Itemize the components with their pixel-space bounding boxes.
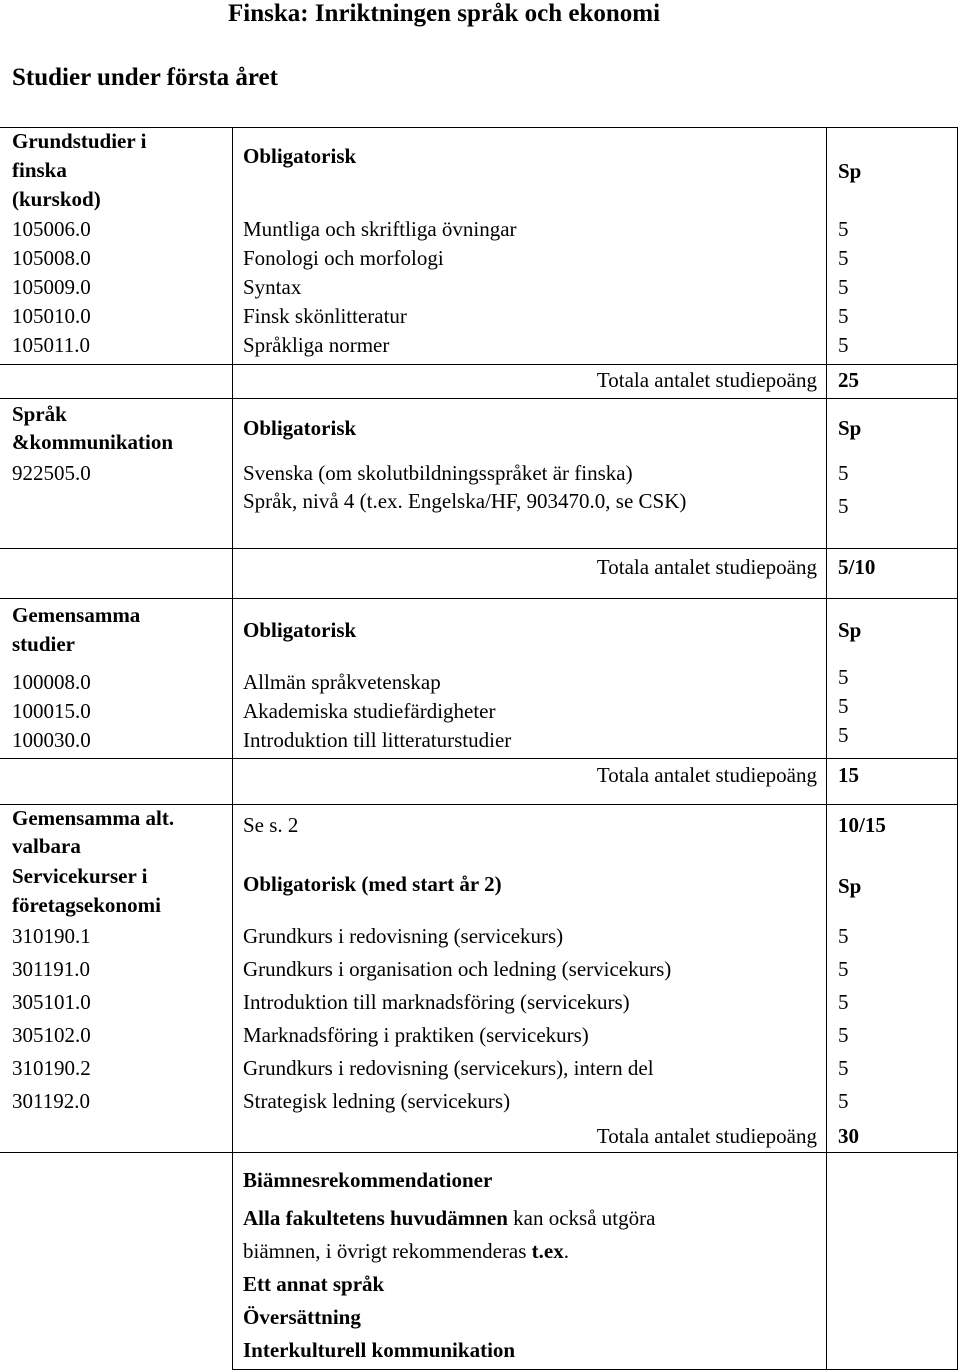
recommendations-heading: Biämnesrekommendationer xyxy=(243,1168,493,1192)
recommended-subject: Översättning xyxy=(243,1305,361,1329)
total-value: 15 xyxy=(838,763,859,787)
section-heading: finska xyxy=(12,158,67,182)
recommended-subject: Ett annat språk xyxy=(243,1272,385,1296)
course-points: 5 xyxy=(838,665,849,689)
course-code: 100015.0 xyxy=(12,699,91,723)
table-line xyxy=(0,1152,958,1153)
table-line xyxy=(0,598,958,599)
section-heading: Gemensamma alt. xyxy=(12,806,175,830)
section-heading: &kommunikation xyxy=(12,430,174,454)
course-name: Syntax xyxy=(243,275,302,299)
course-code: 305102.0 xyxy=(12,1023,91,1047)
recommendations-text: kan också utgöra xyxy=(507,1206,656,1230)
course-points: 5 xyxy=(838,246,849,270)
course-code: 105006.0 xyxy=(12,217,91,241)
course-code: 922505.0 xyxy=(12,461,91,485)
course-code: 310190.2 xyxy=(12,1056,91,1080)
total-value: 10/15 xyxy=(838,813,886,837)
course-code: 310190.1 xyxy=(12,924,91,948)
section-heading: (kurskod) xyxy=(12,187,101,211)
total-label: Totala antalet studiepoäng xyxy=(596,368,817,392)
recommendations-text-line-2 xyxy=(243,1237,569,1266)
course-points: 5 xyxy=(838,694,849,718)
sp-header: Sp xyxy=(838,159,862,183)
course-points: 5 xyxy=(838,1056,849,1080)
table-line xyxy=(0,548,958,549)
page-title: Finska: Inriktningen språk och ekonomi xyxy=(228,0,661,27)
column-divider-right xyxy=(826,127,827,1369)
course-code: 105011.0 xyxy=(12,333,90,357)
course-code: 105008.0 xyxy=(12,246,91,270)
course-name: Introduktion till marknadsföring (servicekurs) xyxy=(243,990,630,1014)
total-label: Totala antalet studiepoäng xyxy=(596,1124,817,1148)
course-name: Finsk skönlitteratur xyxy=(243,304,407,328)
sp-header: Sp xyxy=(838,874,862,898)
course-points: 5 xyxy=(838,723,849,747)
recommendations-emphasis: t.ex xyxy=(531,1239,564,1263)
course-points: 5 xyxy=(838,304,849,328)
course-code: 100008.0 xyxy=(12,670,91,694)
recommendations-text: biämnen, i övrigt rekommenderas xyxy=(243,1239,532,1263)
requirement-label: Obligatorisk xyxy=(243,144,357,168)
course-points: 5 xyxy=(838,990,849,1014)
cross-reference-note: Se s. 2 xyxy=(243,813,299,837)
total-label: Totala antalet studiepoäng xyxy=(596,763,817,787)
requirement-label: Obligatorisk xyxy=(243,618,357,642)
requirement-label: Obligatorisk (med start år 2) xyxy=(243,872,502,896)
course-points: 5 xyxy=(838,957,849,981)
recommendations-text-line-1 xyxy=(243,1204,655,1233)
requirement-label: Obligatorisk xyxy=(243,416,357,440)
section-heading: Gemensamma xyxy=(12,603,141,627)
course-name: Marknadsföring i praktiken (servicekurs) xyxy=(243,1023,589,1047)
course-code: 301191.0 xyxy=(12,957,90,981)
course-points: 5 xyxy=(838,924,849,948)
section-heading: studier xyxy=(12,632,75,656)
recommended-subject: Interkulturell kommunikation xyxy=(243,1338,516,1362)
course-name: Språk, nivå 4 (t.ex. Engelska/HF, 903470.0, se CSK) xyxy=(243,489,687,513)
course-points: 5 xyxy=(838,461,849,485)
table-line xyxy=(0,758,958,759)
course-name: Allmän språkvetenskap xyxy=(243,670,441,694)
section-heading: valbara xyxy=(12,834,81,858)
course-code: 105010.0 xyxy=(12,304,91,328)
table-right-border xyxy=(957,127,958,1370)
course-code: 100030.0 xyxy=(12,728,91,752)
course-name: Grundkurs i organisation och ledning (servicekurs) xyxy=(243,957,672,981)
section-heading: Servicekurser i xyxy=(12,864,148,888)
course-points: 5 xyxy=(838,217,849,241)
course-name: Grundkurs i redovisning (servicekurs) xyxy=(243,924,564,948)
course-name: Fonologi och morfologi xyxy=(243,246,444,270)
course-name: Svenska (om skolutbildningsspråket är finska) xyxy=(243,461,633,485)
course-name: Akademiska studiefärdigheter xyxy=(243,699,496,723)
section-heading: företagsekonomi xyxy=(12,893,161,917)
recommendations-text: . xyxy=(563,1239,569,1263)
course-name: Grundkurs i redovisning (servicekurs), intern del xyxy=(243,1056,654,1080)
table-line xyxy=(0,398,958,399)
page-subtitle: Studier under första året xyxy=(12,64,278,91)
total-value: 5/10 xyxy=(838,555,876,579)
total-value: 25 xyxy=(838,368,859,392)
course-code: 305101.0 xyxy=(12,990,91,1014)
recommendations-emphasis: Alla fakultetens huvudämnen xyxy=(243,1206,508,1230)
table-line xyxy=(0,364,958,365)
course-points: 5 xyxy=(838,1023,849,1047)
course-code: 301192.0 xyxy=(12,1089,90,1113)
sp-header: Sp xyxy=(838,416,862,440)
total-label: Totala antalet studiepoäng xyxy=(596,555,817,579)
course-name: Språkliga normer xyxy=(243,333,390,357)
course-points: 5 xyxy=(838,333,849,357)
course-name: Muntliga och skriftliga övningar xyxy=(243,217,517,241)
column-divider-left xyxy=(232,127,233,1369)
course-code: 105009.0 xyxy=(12,275,91,299)
course-points: 5 xyxy=(838,494,849,518)
course-name: Introduktion till litteraturstudier xyxy=(243,728,512,752)
section-heading: Språk xyxy=(12,402,67,426)
course-points: 5 xyxy=(838,275,849,299)
total-value: 30 xyxy=(838,1124,859,1148)
sp-header: Sp xyxy=(838,618,862,642)
section-heading: Grundstudier i xyxy=(12,129,147,153)
course-name: Strategisk ledning (servicekurs) xyxy=(243,1089,511,1113)
course-points: 5 xyxy=(838,1089,849,1113)
